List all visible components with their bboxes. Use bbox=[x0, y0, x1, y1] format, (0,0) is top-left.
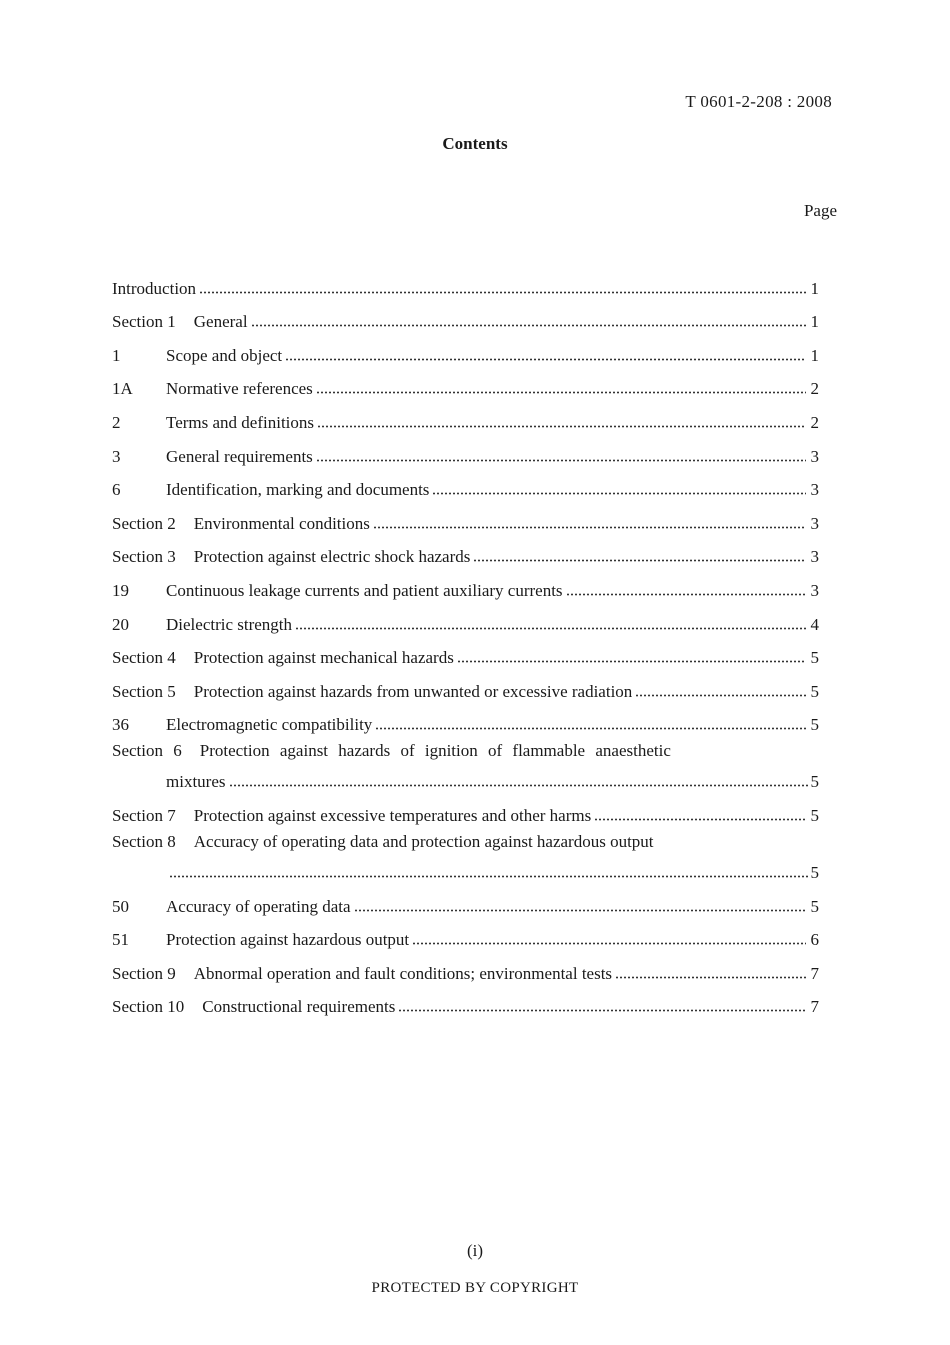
toc-clause-number: 19 bbox=[112, 580, 129, 600]
toc-entry-title: Protection against excessive temperatures and other harms bbox=[193, 805, 592, 825]
toc-page-number: 7 bbox=[810, 997, 819, 1017]
toc-page-number: 6 bbox=[810, 930, 819, 950]
page-title: Contents bbox=[442, 134, 508, 153]
dot-leader bbox=[432, 492, 806, 495]
toc-page-number: 1 bbox=[810, 345, 819, 365]
toc-entry-title: Normative references bbox=[166, 379, 313, 399]
toc-entry-title: General bbox=[193, 312, 248, 332]
toc-section-label: Section 8 bbox=[112, 831, 176, 851]
toc-page-number: 5 bbox=[810, 681, 819, 701]
toc-entry[interactable] bbox=[112, 984, 819, 1018]
toc-entry-title: Introduction bbox=[112, 278, 197, 298]
dot-leader bbox=[317, 425, 806, 428]
toc-page-number: 5 bbox=[810, 896, 819, 916]
dot-leader bbox=[354, 909, 806, 912]
toc-entry-title: Dielectric strength bbox=[166, 614, 293, 634]
toc-entry-title: Constructional requirements bbox=[202, 997, 396, 1017]
toc-page-number: 3 bbox=[810, 513, 819, 533]
toc-entry[interactable] bbox=[112, 299, 819, 333]
toc-page-number: 5 bbox=[810, 772, 819, 792]
dot-leader bbox=[229, 784, 808, 787]
toc-entry[interactable] bbox=[112, 950, 819, 984]
dot-leader bbox=[412, 942, 806, 945]
toc-entry-title-continued: mixtures bbox=[166, 772, 226, 792]
toc-page-number: 3 bbox=[810, 580, 819, 600]
toc-section-label: Section 9 bbox=[112, 963, 176, 983]
dot-leader bbox=[375, 727, 806, 730]
toc-entry-title: Accuracy of operating data bbox=[166, 896, 351, 916]
toc-entry[interactable] bbox=[112, 668, 819, 702]
toc-clause-number: 3 bbox=[112, 446, 121, 466]
toc-entry-title: Continuous leakage currents and patient auxiliary currents bbox=[166, 580, 563, 600]
toc-entry[interactable] bbox=[112, 467, 819, 501]
toc-clause-number: 50 bbox=[112, 896, 129, 916]
toc-section-label: Section 4 bbox=[112, 648, 176, 668]
toc-entry[interactable] bbox=[112, 635, 819, 669]
table-of-contents bbox=[112, 265, 819, 1017]
toc-entry-title: Protection against hazards from unwanted or excessive radiation bbox=[193, 681, 633, 701]
toc-section-label: Section 2 bbox=[112, 513, 176, 533]
toc-entry-title: Protection against electric shock hazards bbox=[193, 547, 471, 567]
dot-leader bbox=[457, 660, 806, 663]
toc-section-label: Section 3 bbox=[112, 547, 176, 567]
dot-leader bbox=[285, 358, 806, 361]
toc-entry[interactable] bbox=[112, 399, 819, 433]
toc-entry[interactable] bbox=[112, 917, 819, 951]
toc-page-number: 5 bbox=[810, 862, 819, 882]
toc-entry-title: Protection against mechanical hazards bbox=[193, 648, 454, 668]
toc-entry-title: Terms and definitions bbox=[166, 412, 315, 432]
dot-leader bbox=[566, 593, 806, 596]
toc-entry-title: Protection against hazards of ignition of flammable anaesthetic bbox=[199, 741, 671, 761]
toc-page-number: 3 bbox=[810, 446, 819, 466]
toc-clause-number: 20 bbox=[112, 614, 129, 634]
dot-leader bbox=[615, 976, 806, 979]
toc-entry[interactable] bbox=[112, 601, 819, 635]
toc-entry-title: Abnormal operation and fault conditions; environmental tests bbox=[193, 963, 613, 983]
page-column-label: Page bbox=[803, 201, 837, 220]
toc-page-number: 2 bbox=[810, 412, 819, 432]
dot-leader bbox=[635, 694, 806, 697]
toc-section-label: Section 7 bbox=[112, 805, 176, 825]
toc-entry-title: Identification, marking and documents bbox=[166, 480, 430, 500]
toc-entry[interactable] bbox=[112, 265, 819, 299]
toc-entry[interactable] bbox=[112, 567, 819, 601]
toc-entry[interactable] bbox=[112, 500, 819, 534]
toc-entry-title: Accuracy of operating data and protection against hazardous output bbox=[193, 831, 654, 851]
toc-page-number: 3 bbox=[810, 547, 819, 567]
footer-page-number: (i) bbox=[466, 1241, 484, 1260]
toc-section-label: Section 1 bbox=[112, 312, 176, 332]
toc-entry[interactable] bbox=[112, 332, 819, 366]
dot-leader bbox=[251, 324, 806, 327]
toc-entry-section-7[interactable] bbox=[112, 792, 819, 826]
dot-leader bbox=[169, 875, 808, 878]
toc-entry-title: Environmental conditions bbox=[193, 513, 370, 533]
toc-page-number: 7 bbox=[810, 963, 819, 983]
toc-entry[interactable] bbox=[112, 534, 819, 568]
copyright-notice: PROTECTED BY COPYRIGHT bbox=[371, 1280, 579, 1296]
toc-entry-section-6[interactable] bbox=[112, 735, 819, 792]
toc-page-number: 1 bbox=[810, 278, 819, 298]
toc-page-number: 1 bbox=[810, 312, 819, 332]
toc-section-label: Section 5 bbox=[112, 681, 176, 701]
toc-clause-number: 6 bbox=[112, 480, 121, 500]
toc-page-number: 5 bbox=[810, 715, 819, 735]
toc-section-label: Section 6 bbox=[112, 741, 182, 761]
toc-page-number: 2 bbox=[810, 379, 819, 399]
toc-entry-section-8[interactable] bbox=[112, 826, 819, 883]
dot-leader bbox=[373, 526, 806, 529]
dot-leader bbox=[316, 391, 806, 394]
toc-clause-number: 36 bbox=[112, 715, 129, 735]
toc-clause-number: 1 bbox=[112, 345, 121, 365]
dot-leader bbox=[398, 1009, 806, 1012]
dot-leader bbox=[295, 627, 806, 630]
toc-page-number: 4 bbox=[810, 614, 819, 634]
toc-entry[interactable] bbox=[112, 702, 819, 736]
toc-entry-title: General requirements bbox=[166, 446, 313, 466]
toc-entry[interactable] bbox=[112, 366, 819, 400]
toc-section-label: Section 10 bbox=[112, 997, 185, 1017]
toc-page-number: 5 bbox=[810, 648, 819, 668]
dot-leader bbox=[316, 459, 806, 462]
toc-entry-title: Protection against hazardous output bbox=[166, 930, 410, 950]
document-number: T 0601-2-208 : 2008 bbox=[685, 92, 832, 111]
toc-entry[interactable] bbox=[112, 433, 819, 467]
dot-leader bbox=[473, 559, 806, 562]
toc-clause-number: 1A bbox=[112, 379, 133, 399]
toc-page-number: 3 bbox=[810, 480, 819, 500]
toc-clause-number: 2 bbox=[112, 412, 121, 432]
dot-leader bbox=[199, 291, 806, 294]
toc-clause-number: 51 bbox=[112, 930, 129, 950]
toc-page-number: 5 bbox=[810, 805, 819, 825]
toc-entry[interactable] bbox=[112, 883, 819, 917]
dot-leader bbox=[594, 818, 806, 821]
toc-entry-title: Scope and object bbox=[166, 345, 283, 365]
toc-entry-title: Electromagnetic compatibility bbox=[166, 715, 373, 735]
